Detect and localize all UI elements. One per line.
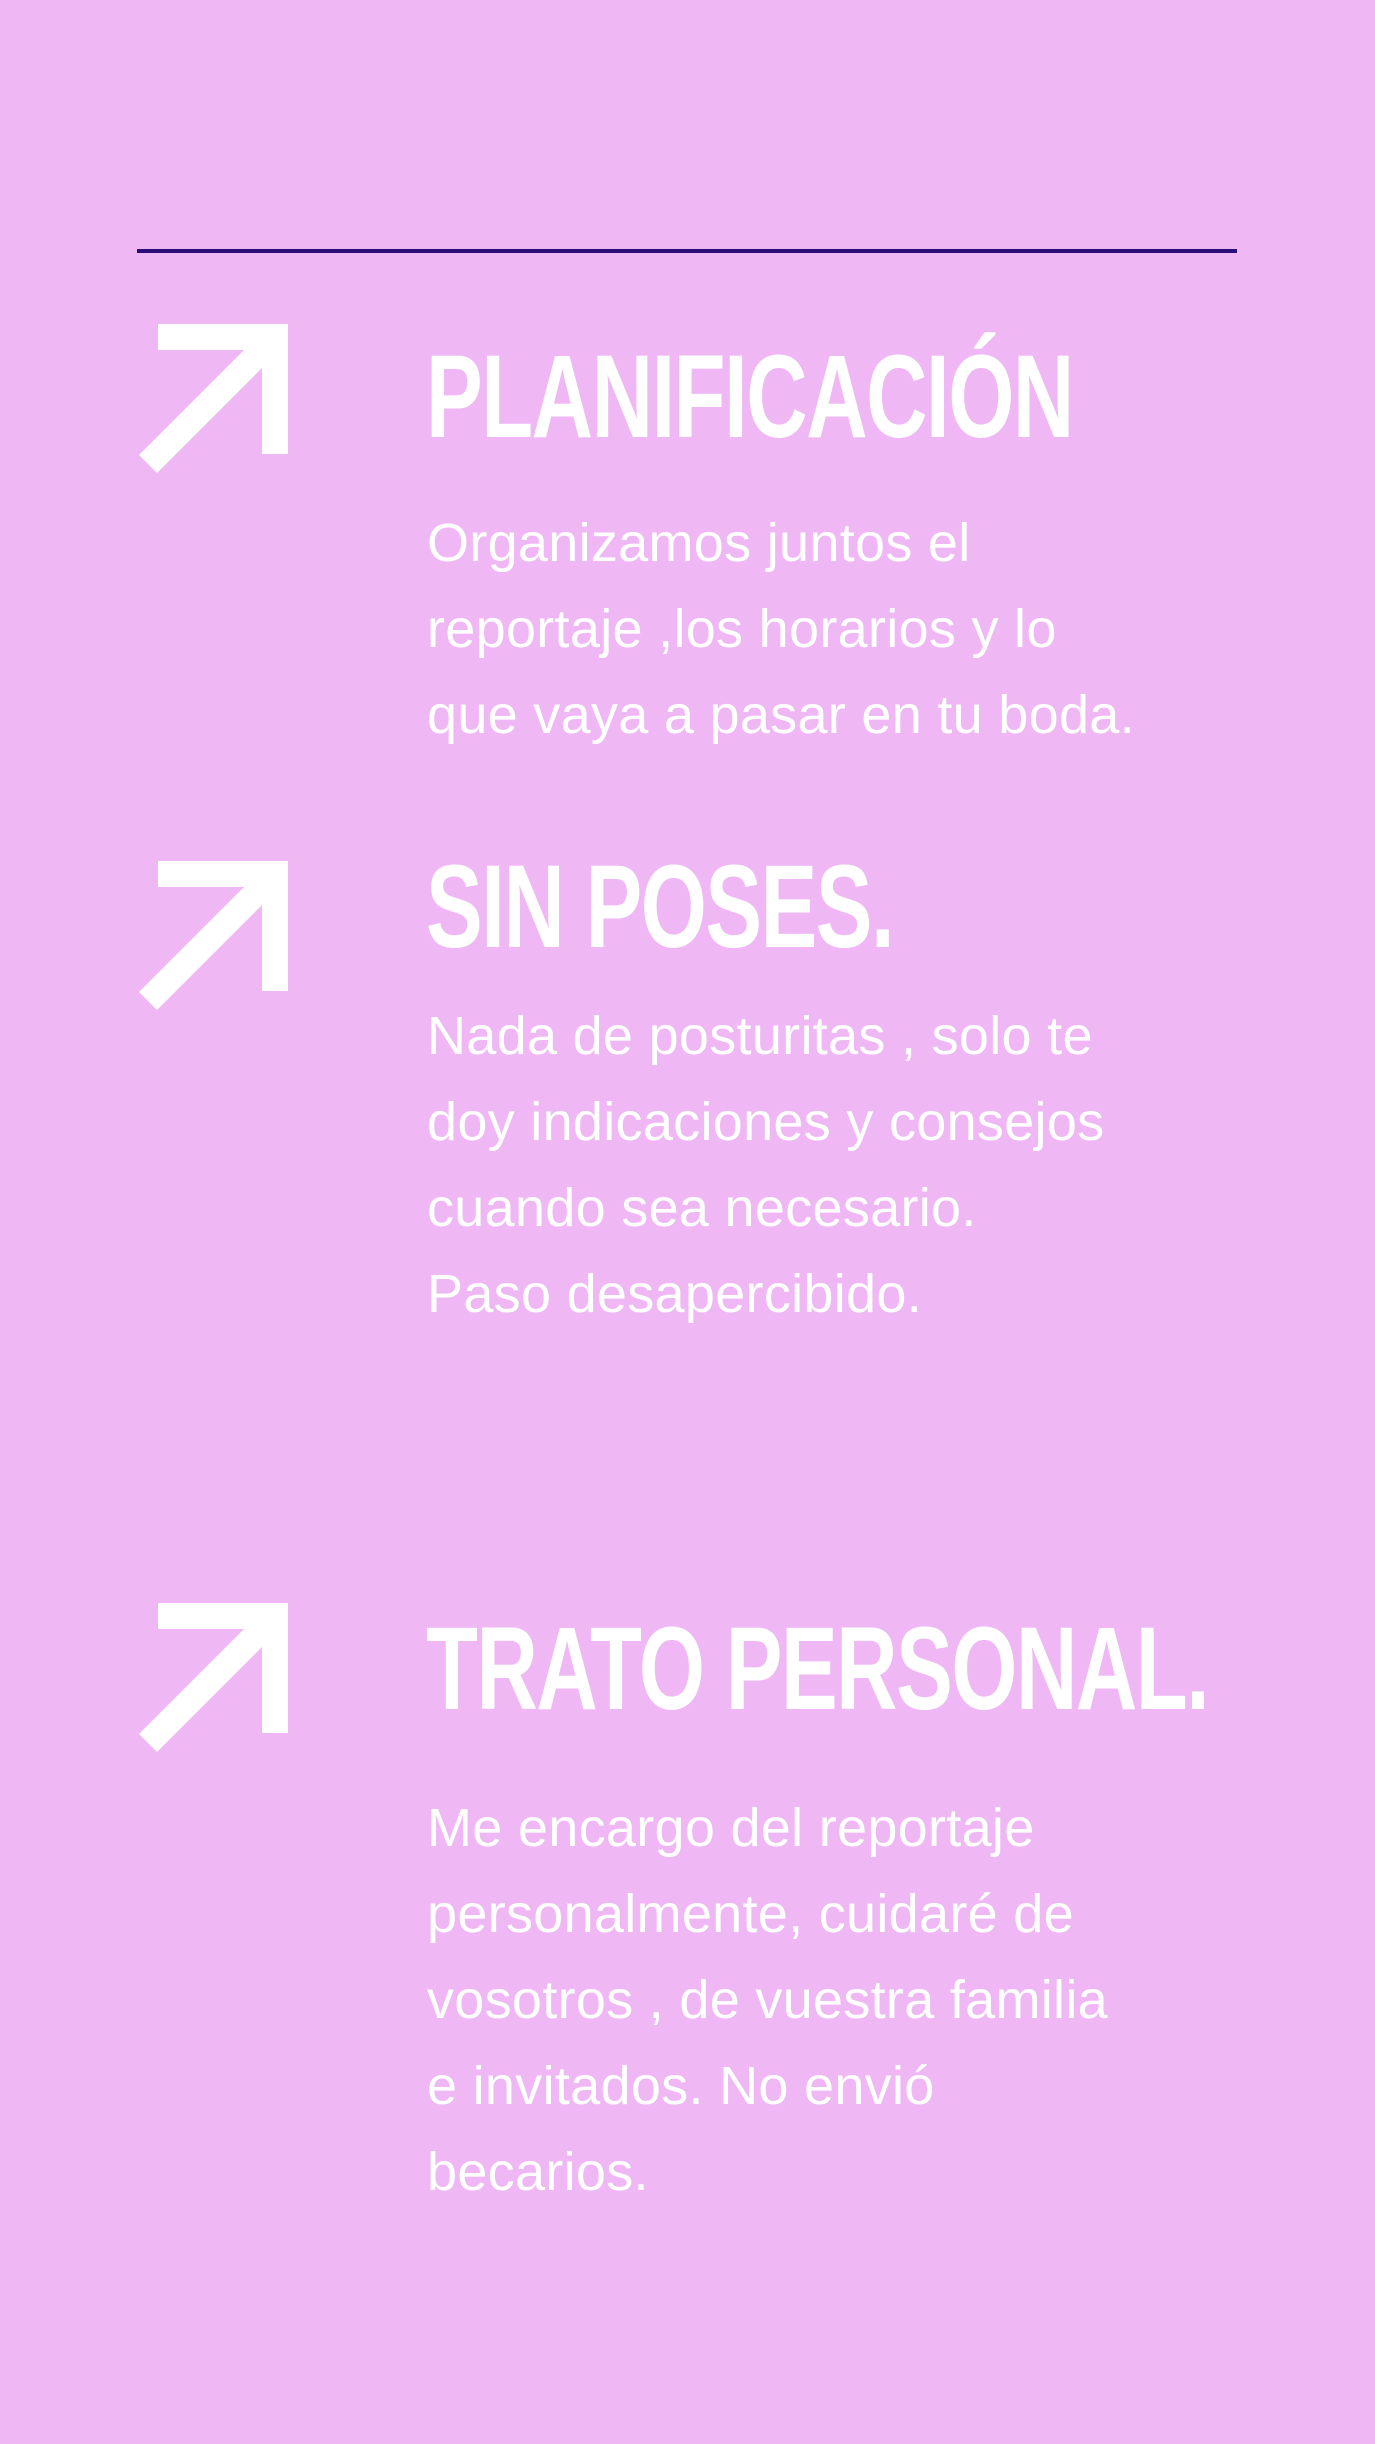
text-line: Paso desapercibido. [427, 1264, 923, 1324]
text-line: becarios. [427, 2142, 649, 2202]
text-line: vosotros , de vuestra familia [427, 1970, 1108, 2030]
section-text-trato-personal [427, 1785, 1227, 2215]
top-divider [137, 249, 1237, 253]
text-line: Organizamos juntos el [427, 513, 971, 573]
section-text-sin-poses [427, 993, 1227, 1337]
section-title-trato-personal: TRATO PERSONAL. [426, 1603, 1209, 1735]
text-line: que vaya a pasar en tu boda. [427, 685, 1135, 745]
text-line: Me encargo del reportaje [427, 1798, 1035, 1858]
section-title-sin-poses: SIN POSES. [426, 841, 894, 973]
text-line: doy indicaciones y consejos [427, 1092, 1105, 1152]
text-line: reportaje ,los horarios y lo [427, 599, 1057, 659]
arrow-up-right-icon [138, 1601, 290, 1756]
text-line: e invitados. No envió [427, 2056, 935, 2116]
arrow-up-right-icon [138, 322, 290, 477]
section-text-planificacion [427, 500, 1227, 758]
arrow-up-right-icon [138, 859, 290, 1014]
text-line: personalmente, cuidaré de [427, 1884, 1074, 1944]
section-title-planificacion: PLANIFICACIÓN [426, 331, 1073, 463]
text-line: cuando sea necesario. [427, 1178, 977, 1238]
text-line: Nada de posturitas , solo te [427, 1006, 1093, 1066]
